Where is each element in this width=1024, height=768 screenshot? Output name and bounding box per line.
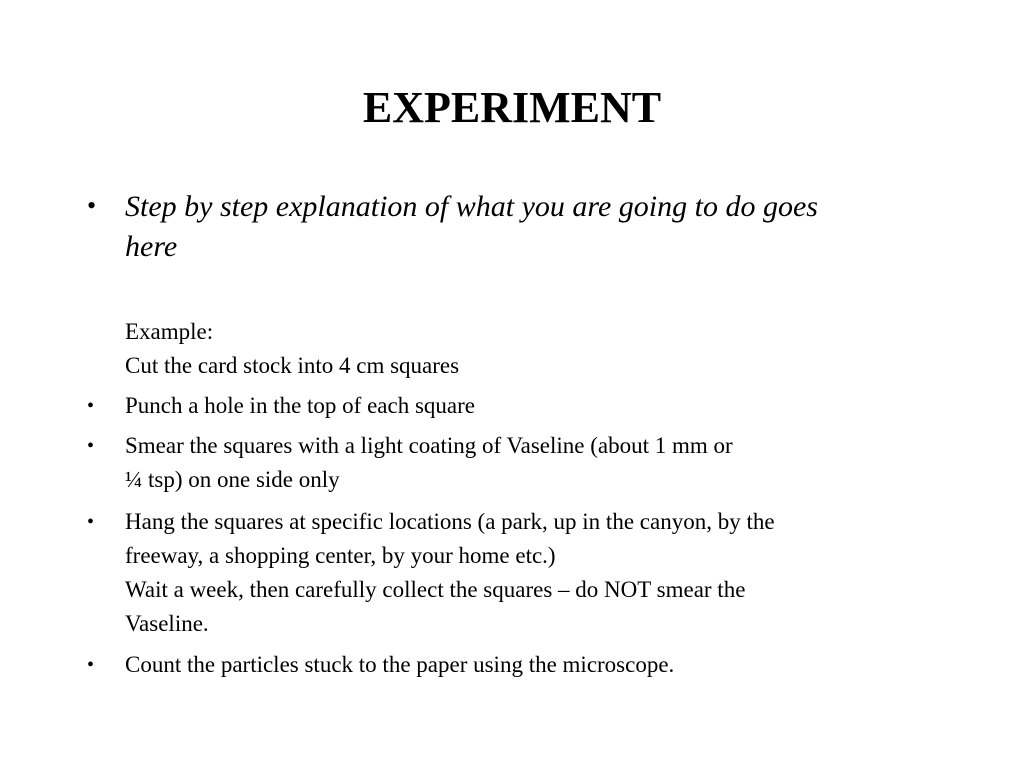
step-line: Smear the squares with a light coating of Vaseline (about 1 mm or bbox=[125, 433, 733, 458]
slide-title: EXPERIMENT bbox=[362, 83, 662, 132]
example-label: Example: bbox=[125, 319, 214, 344]
step-line: Punch a hole in the top of each square bbox=[125, 393, 475, 418]
intro-line-1: Step by step explanation of what you are going to do goes bbox=[125, 190, 818, 223]
step-line: ¼ tsp) on one side only bbox=[125, 467, 340, 492]
step-line: Wait a week, then carefully collect the squares – do NOT smear the bbox=[125, 577, 746, 602]
step-line: freeway, a shopping center, by your home etc.) bbox=[125, 543, 556, 568]
step-item bbox=[125, 429, 955, 497]
intro-bullet-text bbox=[125, 187, 955, 267]
example-block bbox=[125, 315, 955, 383]
bullet-marker: • bbox=[87, 191, 97, 220]
step-line: Count the particles stuck to the paper using the microscope. bbox=[125, 652, 675, 677]
bullet-marker: • bbox=[87, 654, 95, 676]
step-item bbox=[125, 505, 955, 641]
bullet-marker: • bbox=[87, 435, 95, 457]
step-item bbox=[125, 389, 955, 423]
step-line: Vaseline. bbox=[125, 611, 209, 636]
bullet-marker: • bbox=[87, 395, 95, 417]
step-line: Hang the squares at specific locations (a park, up in the canyon, by the bbox=[125, 509, 775, 534]
intro-line-2: here bbox=[125, 230, 178, 263]
example-step: Cut the card stock into 4 cm squares bbox=[125, 353, 460, 378]
bullet-marker: • bbox=[87, 511, 95, 533]
step-item bbox=[125, 648, 955, 682]
